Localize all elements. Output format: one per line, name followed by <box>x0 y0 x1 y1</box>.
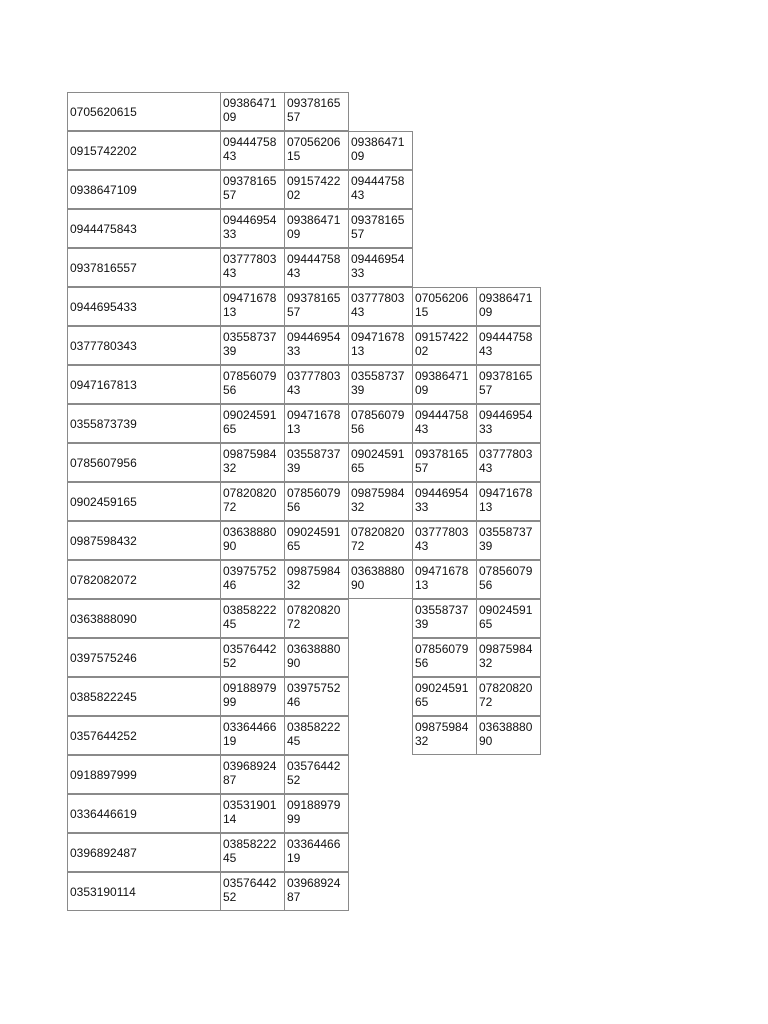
related-number-cell: 03576442 52 <box>220 638 285 677</box>
related-number-cell: 07856079 56 <box>412 638 477 677</box>
related-number-cell: 07856079 56 <box>348 404 413 443</box>
related-number-cell: 09024591 65 <box>348 443 413 482</box>
related-number-cell: 09444758 43 <box>476 326 541 365</box>
related-number-cell: 09471678 13 <box>348 326 413 365</box>
related-number-cell: 03558737 39 <box>284 443 349 482</box>
related-number-cell: 09386471 09 <box>476 287 541 326</box>
related-number-cell: 03638880 90 <box>348 560 413 599</box>
row-phone-number: 0944695433 <box>67 287 221 326</box>
related-number-cell: 03576442 52 <box>284 755 349 794</box>
related-number-cell: 09471678 13 <box>220 287 285 326</box>
row-phone-number: 0938647109 <box>67 170 221 209</box>
related-number-cell: 09386471 09 <box>220 92 285 131</box>
row-phone-number: 0947167813 <box>67 365 221 404</box>
related-number-cell: 07820820 72 <box>348 521 413 560</box>
related-number-cell: 09386471 09 <box>348 131 413 170</box>
related-number-cell: 03777803 43 <box>348 287 413 326</box>
related-number-cell: 09446954 33 <box>220 209 285 248</box>
related-number-cell: 09378165 57 <box>476 365 541 404</box>
related-number-cell: 09024591 65 <box>476 599 541 638</box>
related-number-cell: 03968924 87 <box>220 755 285 794</box>
row-phone-number: 0396892487 <box>67 833 221 872</box>
related-number-cell: 09446954 33 <box>412 482 477 521</box>
row-phone-number: 0377780343 <box>67 326 221 365</box>
related-number-cell: 03858222 45 <box>220 833 285 872</box>
row-phone-number: 0987598432 <box>67 521 221 560</box>
row-phone-number: 0782082072 <box>67 560 221 599</box>
related-number-cell: 07820820 72 <box>476 677 541 716</box>
row-phone-number: 0705620615 <box>67 92 221 131</box>
related-number-cell: 03858222 45 <box>284 716 349 755</box>
related-number-cell: 03975752 46 <box>284 677 349 716</box>
related-number-cell: 07820820 72 <box>220 482 285 521</box>
row-phone-number: 0902459165 <box>67 482 221 521</box>
related-number-cell: 09875984 32 <box>476 638 541 677</box>
related-number-cell: 09024591 65 <box>220 404 285 443</box>
related-number-cell: 07056206 15 <box>284 131 349 170</box>
related-number-cell: 09378165 57 <box>284 287 349 326</box>
related-number-cell: 03858222 45 <box>220 599 285 638</box>
related-number-cell: 09446954 33 <box>284 326 349 365</box>
related-number-cell: 09378165 57 <box>220 170 285 209</box>
related-number-cell: 03364466 19 <box>220 716 285 755</box>
row-phone-number: 0363888090 <box>67 599 221 638</box>
related-number-cell: 09188979 99 <box>284 794 349 833</box>
related-number-cell: 03638880 90 <box>284 638 349 677</box>
related-number-cell: 09446954 33 <box>348 248 413 287</box>
related-number-cell: 09875984 32 <box>220 443 285 482</box>
related-number-cell: 03777803 43 <box>412 521 477 560</box>
related-number-cell: 07856079 56 <box>476 560 541 599</box>
related-number-cell: 09024591 65 <box>284 521 349 560</box>
related-number-cell: 03777803 43 <box>220 248 285 287</box>
related-number-cell: 09157422 02 <box>284 170 349 209</box>
related-number-cell: 09444758 43 <box>284 248 349 287</box>
row-phone-number: 0785607956 <box>67 443 221 482</box>
related-number-cell: 03558737 39 <box>348 365 413 404</box>
related-number-cell: 09446954 33 <box>476 404 541 443</box>
row-phone-number: 0355873739 <box>67 404 221 443</box>
related-number-cell: 09378165 57 <box>284 92 349 131</box>
row-phone-number: 0353190114 <box>67 872 221 911</box>
related-number-cell: 07056206 15 <box>412 287 477 326</box>
row-phone-number: 0944475843 <box>67 209 221 248</box>
related-number-cell: 03558737 39 <box>476 521 541 560</box>
related-number-cell: 09386471 09 <box>284 209 349 248</box>
related-number-cell: 09024591 65 <box>412 677 477 716</box>
related-number-cell: 09157422 02 <box>412 326 477 365</box>
related-number-cell: 09875984 32 <box>284 560 349 599</box>
related-number-cell: 03975752 46 <box>220 560 285 599</box>
row-phone-number: 0336446619 <box>67 794 221 833</box>
row-phone-number: 0397575246 <box>67 638 221 677</box>
related-number-cell: 03777803 43 <box>476 443 541 482</box>
related-number-cell: 03638880 90 <box>476 716 541 755</box>
row-phone-number: 0357644252 <box>67 716 221 755</box>
related-number-cell: 03777803 43 <box>284 365 349 404</box>
related-number-cell: 03558737 39 <box>220 326 285 365</box>
related-number-cell: 09875984 32 <box>348 482 413 521</box>
phone-number-table <box>67 92 541 908</box>
related-number-cell: 09378165 57 <box>412 443 477 482</box>
related-number-cell: 09444758 43 <box>220 131 285 170</box>
related-number-cell: 03531901 14 <box>220 794 285 833</box>
related-number-cell: 03558737 39 <box>412 599 477 638</box>
row-phone-number: 0915742202 <box>67 131 221 170</box>
related-number-cell: 03576442 52 <box>220 872 285 911</box>
related-number-cell: 09471678 13 <box>412 560 477 599</box>
row-phone-number: 0937816557 <box>67 248 221 287</box>
related-number-cell: 09444758 43 <box>348 170 413 209</box>
related-number-cell: 09875984 32 <box>412 716 477 755</box>
related-number-cell: 03968924 87 <box>284 872 349 911</box>
related-number-cell: 07856079 56 <box>284 482 349 521</box>
row-phone-number: 0385822245 <box>67 677 221 716</box>
related-number-cell: 09444758 43 <box>412 404 477 443</box>
related-number-cell: 07856079 56 <box>220 365 285 404</box>
related-number-cell: 03364466 19 <box>284 833 349 872</box>
related-number-cell: 07820820 72 <box>284 599 349 638</box>
related-number-cell: 09471678 13 <box>476 482 541 521</box>
related-number-cell: 09378165 57 <box>348 209 413 248</box>
related-number-cell: 09386471 09 <box>412 365 477 404</box>
related-number-cell: 03638880 90 <box>220 521 285 560</box>
related-number-cell: 09471678 13 <box>284 404 349 443</box>
related-number-cell: 09188979 99 <box>220 677 285 716</box>
row-phone-number: 0918897999 <box>67 755 221 794</box>
